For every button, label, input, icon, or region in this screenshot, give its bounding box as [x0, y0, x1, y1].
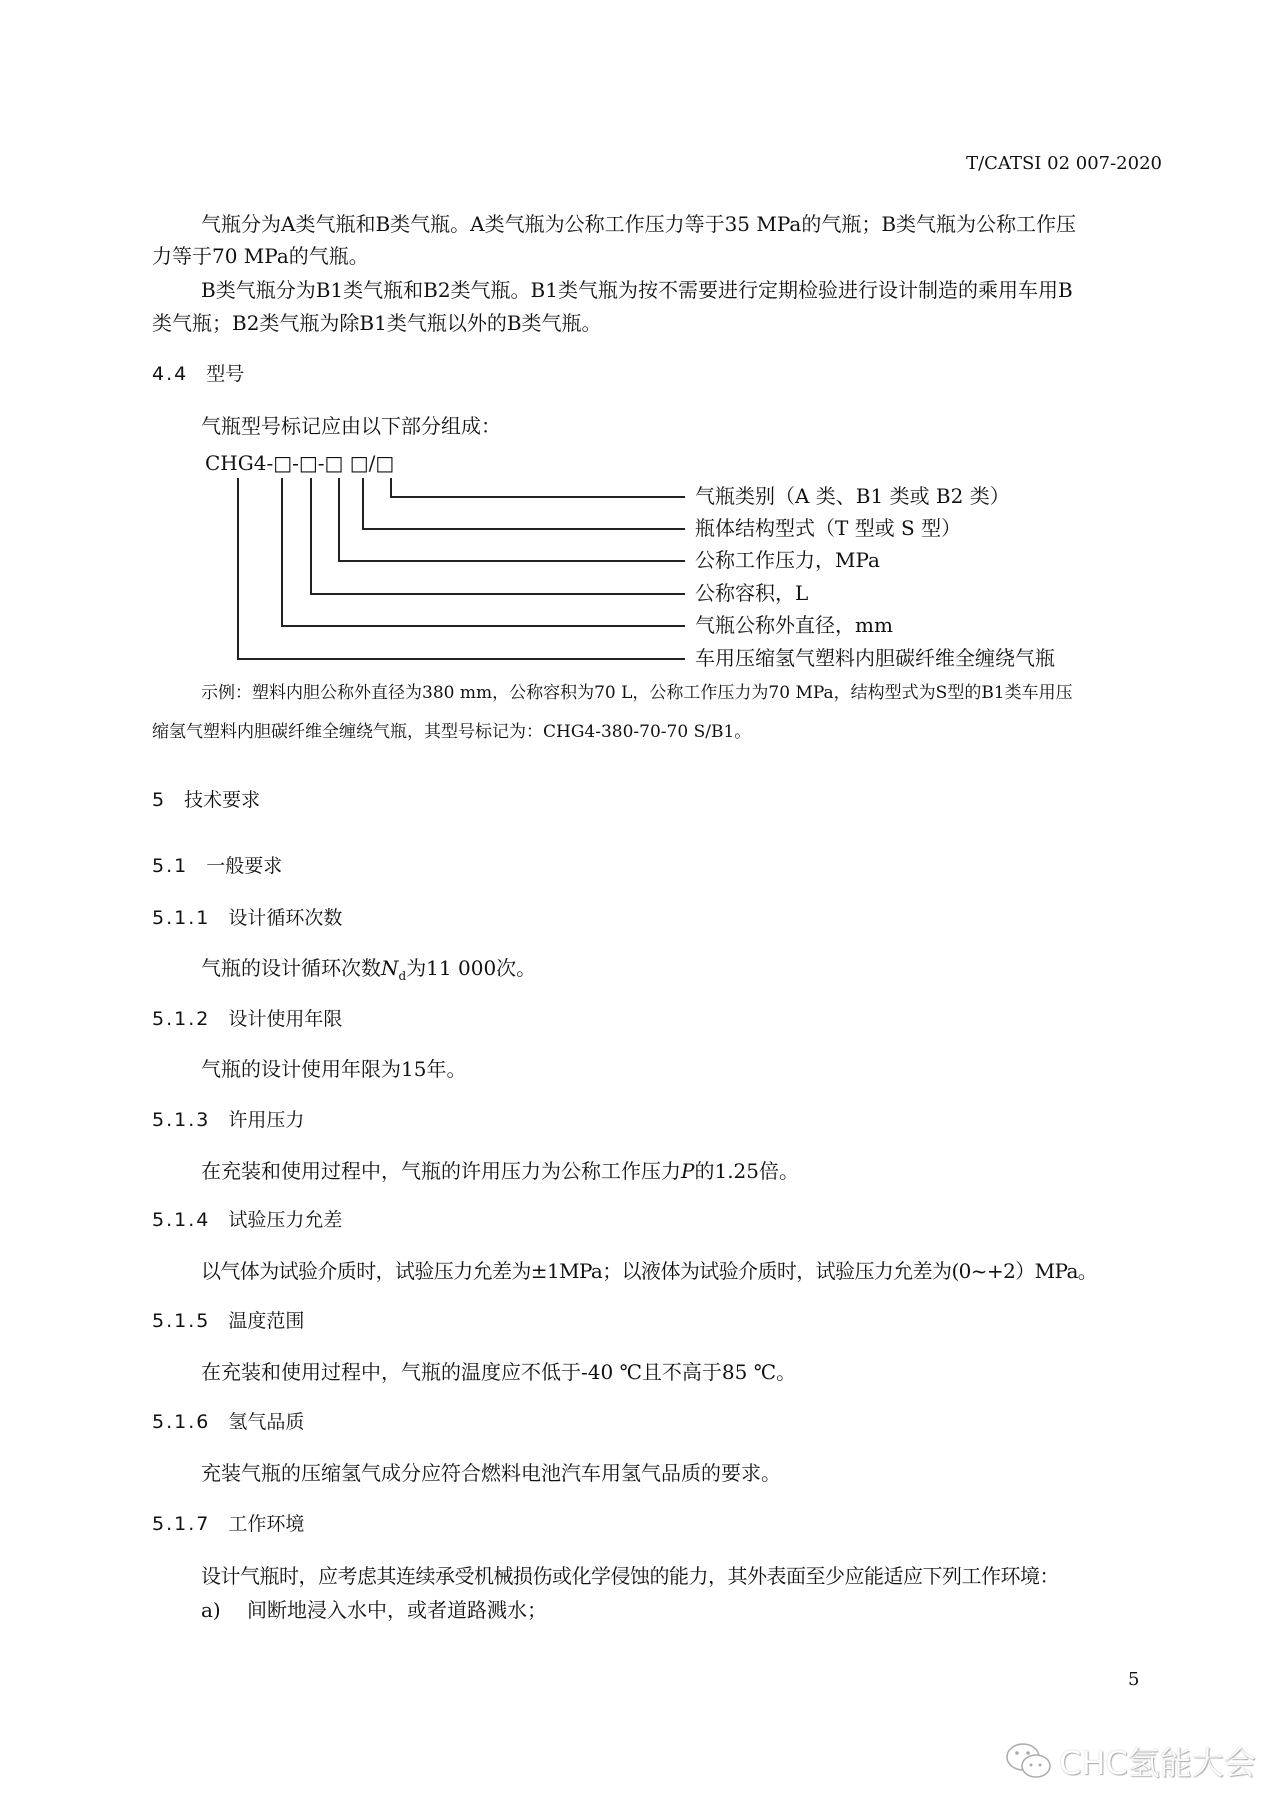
- model-code: CHG4-□-□-□ □/□: [205, 451, 395, 475]
- connector-line: [237, 478, 239, 659]
- standard-number: T/CATSI 02 007-2020: [966, 153, 1162, 174]
- connector-line: [237, 658, 685, 660]
- variable: P: [681, 1159, 695, 1183]
- section-heading-5-1-6: [152, 1410, 304, 1434]
- section-heading-5-1-3: [152, 1108, 304, 1132]
- heading-number: 5.1.5: [152, 1310, 211, 1332]
- heading-title: 试验压力允差: [228, 1209, 343, 1231]
- text: 为11 000次。: [406, 956, 537, 980]
- text: 的1.25倍。: [694, 1159, 799, 1183]
- heading-title: 设计循环次数: [228, 907, 343, 929]
- heading-number: 5.1.7: [152, 1513, 211, 1535]
- section-text: 气瓶的设计使用年限为15年。: [201, 1057, 467, 1081]
- section-text: 以气体为试验介质时，试验压力允差为±1MPa；以液体为试验介质时，试验压力允差为(0~+2）MPa。: [201, 1259, 1098, 1283]
- diagram-label: 公称工作压力，MPa: [695, 548, 880, 572]
- connector-line: [390, 496, 685, 498]
- section-heading-5-1-4: [152, 1208, 342, 1232]
- variable: N: [381, 956, 399, 980]
- heading-title: 一般要求: [206, 855, 283, 877]
- section-text: [201, 956, 536, 988]
- example-line: 示例：塑料内胆公称外直径为380 mm，公称容积为70 L，公称工作压力为70 MPa，结构型式为S型的B1类车用压: [201, 683, 1073, 703]
- subscript: d: [398, 969, 407, 983]
- connector-line: [338, 560, 685, 562]
- section-heading-4-4: [152, 362, 244, 386]
- section-heading-5-1-7: [152, 1512, 304, 1536]
- diagram-label: 瓶体结构型式（T 型或 S 型）: [695, 516, 962, 540]
- heading-title: 型号: [206, 363, 245, 385]
- section-heading-5-1-5: [152, 1309, 304, 1333]
- diagram-label: 车用压缩氢气塑料内胆碳纤维全缠绕气瓶: [695, 646, 1055, 670]
- heading-number: 5.1.1: [152, 907, 211, 929]
- heading-number: 5.1.3: [152, 1109, 211, 1131]
- heading-number: 5.1.4: [152, 1209, 211, 1231]
- section-heading-5-1-2: [152, 1007, 342, 1031]
- heading-number: 4.4: [152, 363, 189, 385]
- section-text: 在充装和使用过程中，气瓶的温度应不低于-40 ℃且不高于85 ℃。: [201, 1360, 797, 1384]
- heading-title: 工作环境: [228, 1513, 305, 1535]
- heading-title: 许用压力: [228, 1109, 305, 1131]
- paragraph-line: 力等于70 MPa的气瓶。: [152, 244, 369, 268]
- heading-number: 5.1: [152, 855, 189, 877]
- section-text: 充装气瓶的压缩氢气成分应符合燃料电池汽车用氢气品质的要求。: [201, 1461, 781, 1485]
- section-heading-5-1-1: [152, 906, 342, 930]
- diagram-label: 公称容积，L: [695, 581, 809, 605]
- list-marker: a): [201, 1598, 221, 1622]
- heading-number: 5: [152, 789, 167, 811]
- connector-line: [390, 478, 392, 497]
- heading-title: 温度范围: [228, 1310, 305, 1332]
- list-text: 间断地浸入水中，或者道路溅水；: [247, 1598, 547, 1622]
- wechat-icon: [1005, 1741, 1053, 1781]
- paragraph-line: 类气瓶；B2类气瓶为除B1类气瓶以外的B类气瓶。: [152, 311, 602, 335]
- heading-number: 5.1.2: [152, 1008, 211, 1030]
- connector-line: [338, 478, 340, 561]
- heading-number: 5.1.6: [152, 1411, 211, 1433]
- heading-title: 氢气品质: [228, 1411, 305, 1433]
- heading-title: 设计使用年限: [228, 1008, 343, 1030]
- list-item: [201, 1598, 547, 1622]
- section-text: [201, 1159, 799, 1183]
- page-number: 5: [1128, 1669, 1140, 1690]
- connector-line: [310, 593, 685, 595]
- paragraph-line: B类气瓶分为B1类气瓶和B2类气瓶。B1类气瓶为按不需要进行定期检验进行设计制造的乘用车用B: [201, 278, 1073, 302]
- watermark: [1005, 1738, 1256, 1784]
- connector-line: [362, 528, 685, 530]
- section-heading-5-1: [152, 854, 282, 878]
- section-text: 设计气瓶时，应考虑其连续承受机械损伤或化学侵蚀的能力，其外表面至少应能适应下列工作环境：: [201, 1564, 1059, 1588]
- example-line: 缩氢气塑料内胆碳纤维全缠绕气瓶，其型号标记为：CHG4-380-70-70 S/B1。: [152, 722, 752, 742]
- text: 气瓶的设计循环次数: [201, 956, 381, 980]
- connector-line: [310, 478, 312, 594]
- diagram-label: 气瓶类别（A 类、B1 类或 B2 类）: [695, 484, 1010, 508]
- connector-line: [362, 478, 364, 529]
- watermark-text: CHC氢能大会: [1059, 1744, 1256, 1782]
- connector-line: [281, 478, 283, 626]
- section-heading-5: [152, 788, 260, 812]
- heading-title: 技术要求: [184, 789, 261, 811]
- paragraph-line: 气瓶分为A类气瓶和B类气瓶。A类气瓶为公称工作压力等于35 MPa的气瓶；B类气瓶为公称工作压: [201, 212, 1077, 236]
- text: 在充装和使用过程中，气瓶的许用压力为公称工作压力: [201, 1159, 681, 1183]
- model-intro: 气瓶型号标记应由以下部分组成：: [201, 414, 501, 438]
- connector-line: [281, 625, 685, 627]
- diagram-label: 气瓶公称外直径，mm: [695, 613, 893, 637]
